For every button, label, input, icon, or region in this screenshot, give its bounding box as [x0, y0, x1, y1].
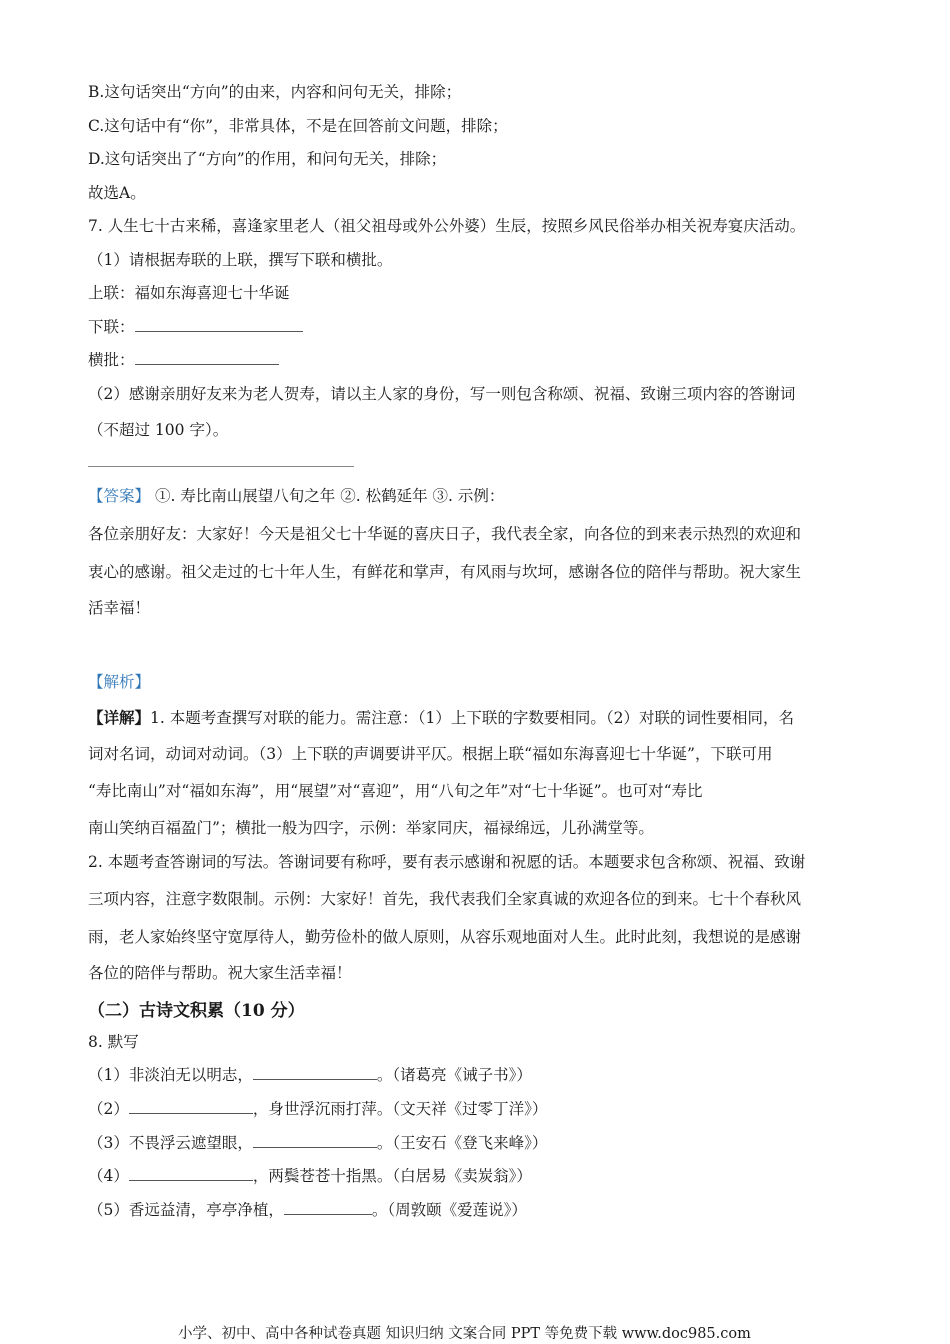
q7-banner — [88, 350, 279, 370]
choose-a: 故选A。 — [88, 184, 146, 202]
analysis-tag: 【解析】 — [88, 673, 151, 691]
detail-first-line — [88, 708, 794, 728]
answer-tag: 【答案】 — [88, 487, 151, 505]
answer-line: 各位亲朋好友：大家好！今天是祖父七十华诞的喜庆日子，我代表全家，向各位的到来表示热烈的欢迎和 — [88, 525, 802, 543]
q7-sub1: （1）请根据寿联的上联，撰写下联和横批。 — [88, 251, 393, 269]
detail-first-text: 1. 本题考查撰写对联的能力。需注意：（1）上下联的字数要相同。（2）对联的词性要相同，名 — [150, 709, 794, 727]
dictation-blank[interactable] — [253, 1065, 377, 1080]
dictation-source: ，两鬓苍苍十指黑。（白居易《卖炭翁》） — [252, 1167, 532, 1185]
dictation-source: 。（周敦颐《爱莲说》） — [371, 1201, 527, 1219]
q7-upper-couplet: 上联：福如东海喜迎七十华诞 — [88, 284, 290, 302]
option-c: C.这句话中有“你”，非常具体，不是在回答前文问题，排除； — [88, 117, 508, 135]
answer-separator — [88, 466, 354, 467]
banner-label: 横批： — [88, 351, 135, 369]
dictation-prompt: （3）不畏浮云遮望眼， — [88, 1134, 253, 1152]
part2-line: 2. 本题考查答谢词的写法。答谢词要有称呼，要有表示感谢和祝愿的话。本题要求包含称颂、祝福、致谢 — [88, 853, 806, 871]
dictation-blank[interactable] — [129, 1099, 253, 1114]
lower-label: 下联： — [88, 318, 135, 336]
dictation-prompt: （1）非淡泊无以明志， — [88, 1066, 253, 1084]
dictation-source: 。（王安石《登飞来峰》） — [376, 1134, 548, 1152]
section-heading: （二）古诗文积累（10 分） — [88, 1001, 305, 1021]
answer-head-text: ①. 寿比南山展望八旬之年 ②. 松鹤延年 ③. 示例： — [150, 487, 505, 505]
q8-title: 8. 默写 — [88, 1033, 139, 1051]
part2-line: 各位的陪伴与帮助。祝大家生活幸福！ — [88, 964, 352, 982]
detail-line: “寿比南山”对“福如东海”，用“展望”对“喜迎”，用“八旬之年”对“七十华诞”。也可对“寿比 — [88, 782, 703, 800]
answer-line: 衷心的感谢。祖父走过的七十年人生，有鲜花和掌声，有风雨与坎坷，感谢各位的陪伴与帮助。祝大家生 — [88, 563, 802, 581]
dictation-prompt: （2） — [88, 1100, 129, 1118]
dictation-item-5 — [88, 1200, 527, 1220]
detail-line: 词对名词，动词对动词。（3）上下联的声调要讲平仄。根据上联“福如东海喜迎七十华诞”，下联可用 — [88, 745, 773, 763]
detail-tag: 【详解】 — [88, 708, 151, 727]
footer-ad: 小学、初中、高中各种试卷真题 知识归纳 文案合同 PPT 等免费下载 www.doc985.com — [178, 1326, 751, 1342]
dictation-blank[interactable] — [284, 1200, 372, 1215]
dictation-item-1 — [88, 1065, 532, 1085]
lower-blank[interactable] — [135, 317, 303, 332]
q7-sub2-line1: （2）感谢亲朋好友来为老人贺寿，请以主人家的身份，写一则包含称颂、祝福、致谢三项内容的答谢词 — [88, 385, 796, 403]
dictation-source: ，身世浮沉雨打萍。（文天祥《过零丁洋》） — [252, 1100, 548, 1118]
part2-line: 三项内容，注意字数限制。示例：大家好！首先，我代表我们全家真诚的欢迎各位的到来。七十个春秋风 — [88, 890, 802, 908]
q7-sub2-line2: （不超过 100 字）。 — [88, 421, 229, 439]
option-d: D.这句话突出了“方向”的作用，和问句无关，排除； — [88, 150, 447, 168]
detail-line: 南山笑纳百福盈门”；横批一般为四字，示例：举家同庆，福禄绵远，儿孙满堂等。 — [88, 819, 654, 837]
banner-blank[interactable] — [135, 350, 279, 365]
dictation-prompt: （5）香远益清，亭亭净植， — [88, 1201, 284, 1219]
dictation-item-3 — [88, 1133, 547, 1153]
answer-line: 活幸福！ — [88, 599, 151, 617]
dictation-blank[interactable] — [253, 1133, 377, 1148]
q7-stem: 7. 人生七十古来稀，喜逢家里老人（祖父祖母或外公外婆）生辰，按照乡风民俗举办相关祝寿宴庆活动。 — [88, 217, 806, 235]
option-b: B.这句话突出“方向”的由来，内容和问句无关，排除； — [88, 83, 462, 101]
dictation-prompt: （4） — [88, 1167, 129, 1185]
dictation-blank[interactable] — [129, 1166, 253, 1181]
answer-head — [88, 486, 504, 506]
dictation-item-2 — [88, 1099, 547, 1119]
dictation-item-4 — [88, 1166, 532, 1186]
part2-line: 雨，老人家始终坚守宽厚待人，勤劳俭朴的做人原则，从容乐观地面对人生。此时此刻，我想说的是感谢 — [88, 928, 802, 946]
dictation-source: 。（诸葛亮《诫子书》） — [376, 1066, 532, 1084]
q7-lower-couplet — [88, 317, 303, 337]
